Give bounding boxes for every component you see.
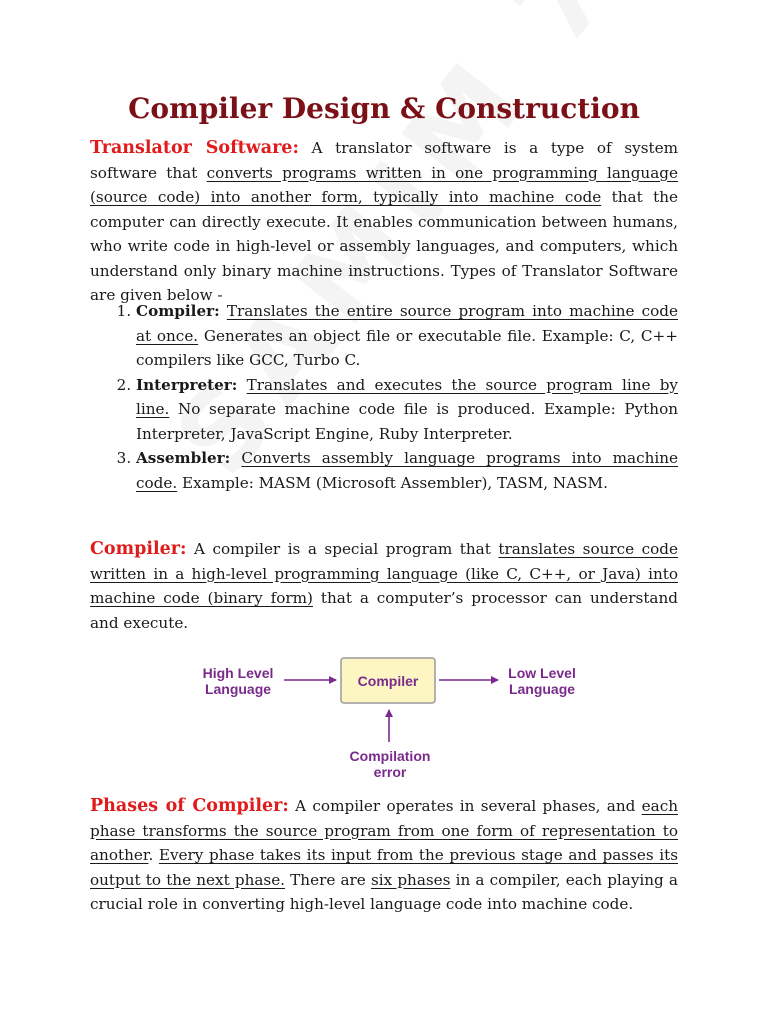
translator-underline-1: converts programs written in one programming language (source code) into another form, typically into machine code bbox=[90, 163, 678, 206]
compiler-text-2: that a computer’s processor can understand and execute. bbox=[90, 589, 678, 632]
compiler-definition: Translates the entire source program into machine code at once. bbox=[136, 302, 678, 345]
phases-underline-2: Every phase takes its input from the previous stage and passes its output to the next phase. bbox=[90, 846, 678, 889]
phases-paragraph bbox=[90, 794, 678, 917]
phases-text-2: . bbox=[148, 846, 159, 864]
phases-underline-3: six phases bbox=[370, 870, 451, 889]
compiler-details: Generates an object file or executable file. Example: C, C++ compilers like GCC, Turbo C. bbox=[136, 326, 678, 369]
output-label-line-2: Language bbox=[508, 681, 576, 697]
compiler-underline-1: translates source code written in a high-level programming language (like C, C++, or Java) into machine code (binary form) bbox=[90, 540, 679, 607]
phases-underline-1: each phase transforms the source program from one form of representation to another bbox=[90, 797, 678, 864]
translator-paragraph bbox=[90, 136, 678, 308]
compiler-text-1: A compiler is a special program that bbox=[186, 540, 499, 558]
interpreter-definition: Translates and executes the source program line by line. bbox=[136, 375, 679, 418]
compiler-diagram bbox=[190, 650, 590, 790]
compiler-box-label: Compiler bbox=[357, 673, 419, 689]
assembler-details: Example: MASM (Microsoft Assembler), TASM, NASM. bbox=[177, 473, 608, 492]
input-label-line-1: High Level bbox=[202, 665, 274, 681]
output-label-line-1: Low Level bbox=[508, 665, 576, 681]
compiler-heading: Compiler: bbox=[90, 539, 187, 559]
assembler-definition: Converts assembly language programs into machine code. bbox=[136, 449, 679, 492]
translator-heading: Translator Software: bbox=[90, 138, 299, 158]
translator-text-2: that the computer can directly execute. It enables communication between humans, who write code in high-level or assembly languages, and computers, which understand only binary machine instructions. Types of Translator Software are given below - bbox=[90, 188, 678, 304]
phases-text-4: in a compiler, each playing a crucial role in converting high-level language code into machine code. bbox=[90, 870, 678, 913]
phases-text-3: There are bbox=[285, 870, 371, 889]
compiler-paragraph bbox=[90, 537, 678, 635]
error-label-line-2: error bbox=[373, 764, 407, 780]
phases-text-1: A compiler operates in several phases, and bbox=[288, 797, 642, 815]
page-title: Compiler Design & Construction bbox=[128, 92, 640, 125]
error-label-line-1: Compilation bbox=[349, 748, 431, 764]
phases-heading: Phases of Compiler: bbox=[90, 796, 289, 816]
input-label-line-2: Language bbox=[204, 681, 272, 697]
term-assembler: Assembler: bbox=[136, 449, 231, 467]
list-item-assembler bbox=[136, 446, 678, 495]
translator-text-1: A translator software is a type of system software that bbox=[90, 139, 678, 182]
term-interpreter: Interpreter: bbox=[136, 375, 238, 394]
list-item-interpreter bbox=[136, 373, 678, 447]
interpreter-details: No separate machine code file is produced. Example: Python Interpreter, JavaScript Engine, Ruby Interpreter. bbox=[136, 400, 678, 443]
term-compiler: Compiler: bbox=[136, 302, 220, 320]
translator-types-list bbox=[90, 299, 678, 495]
list-item-compiler bbox=[136, 299, 678, 373]
